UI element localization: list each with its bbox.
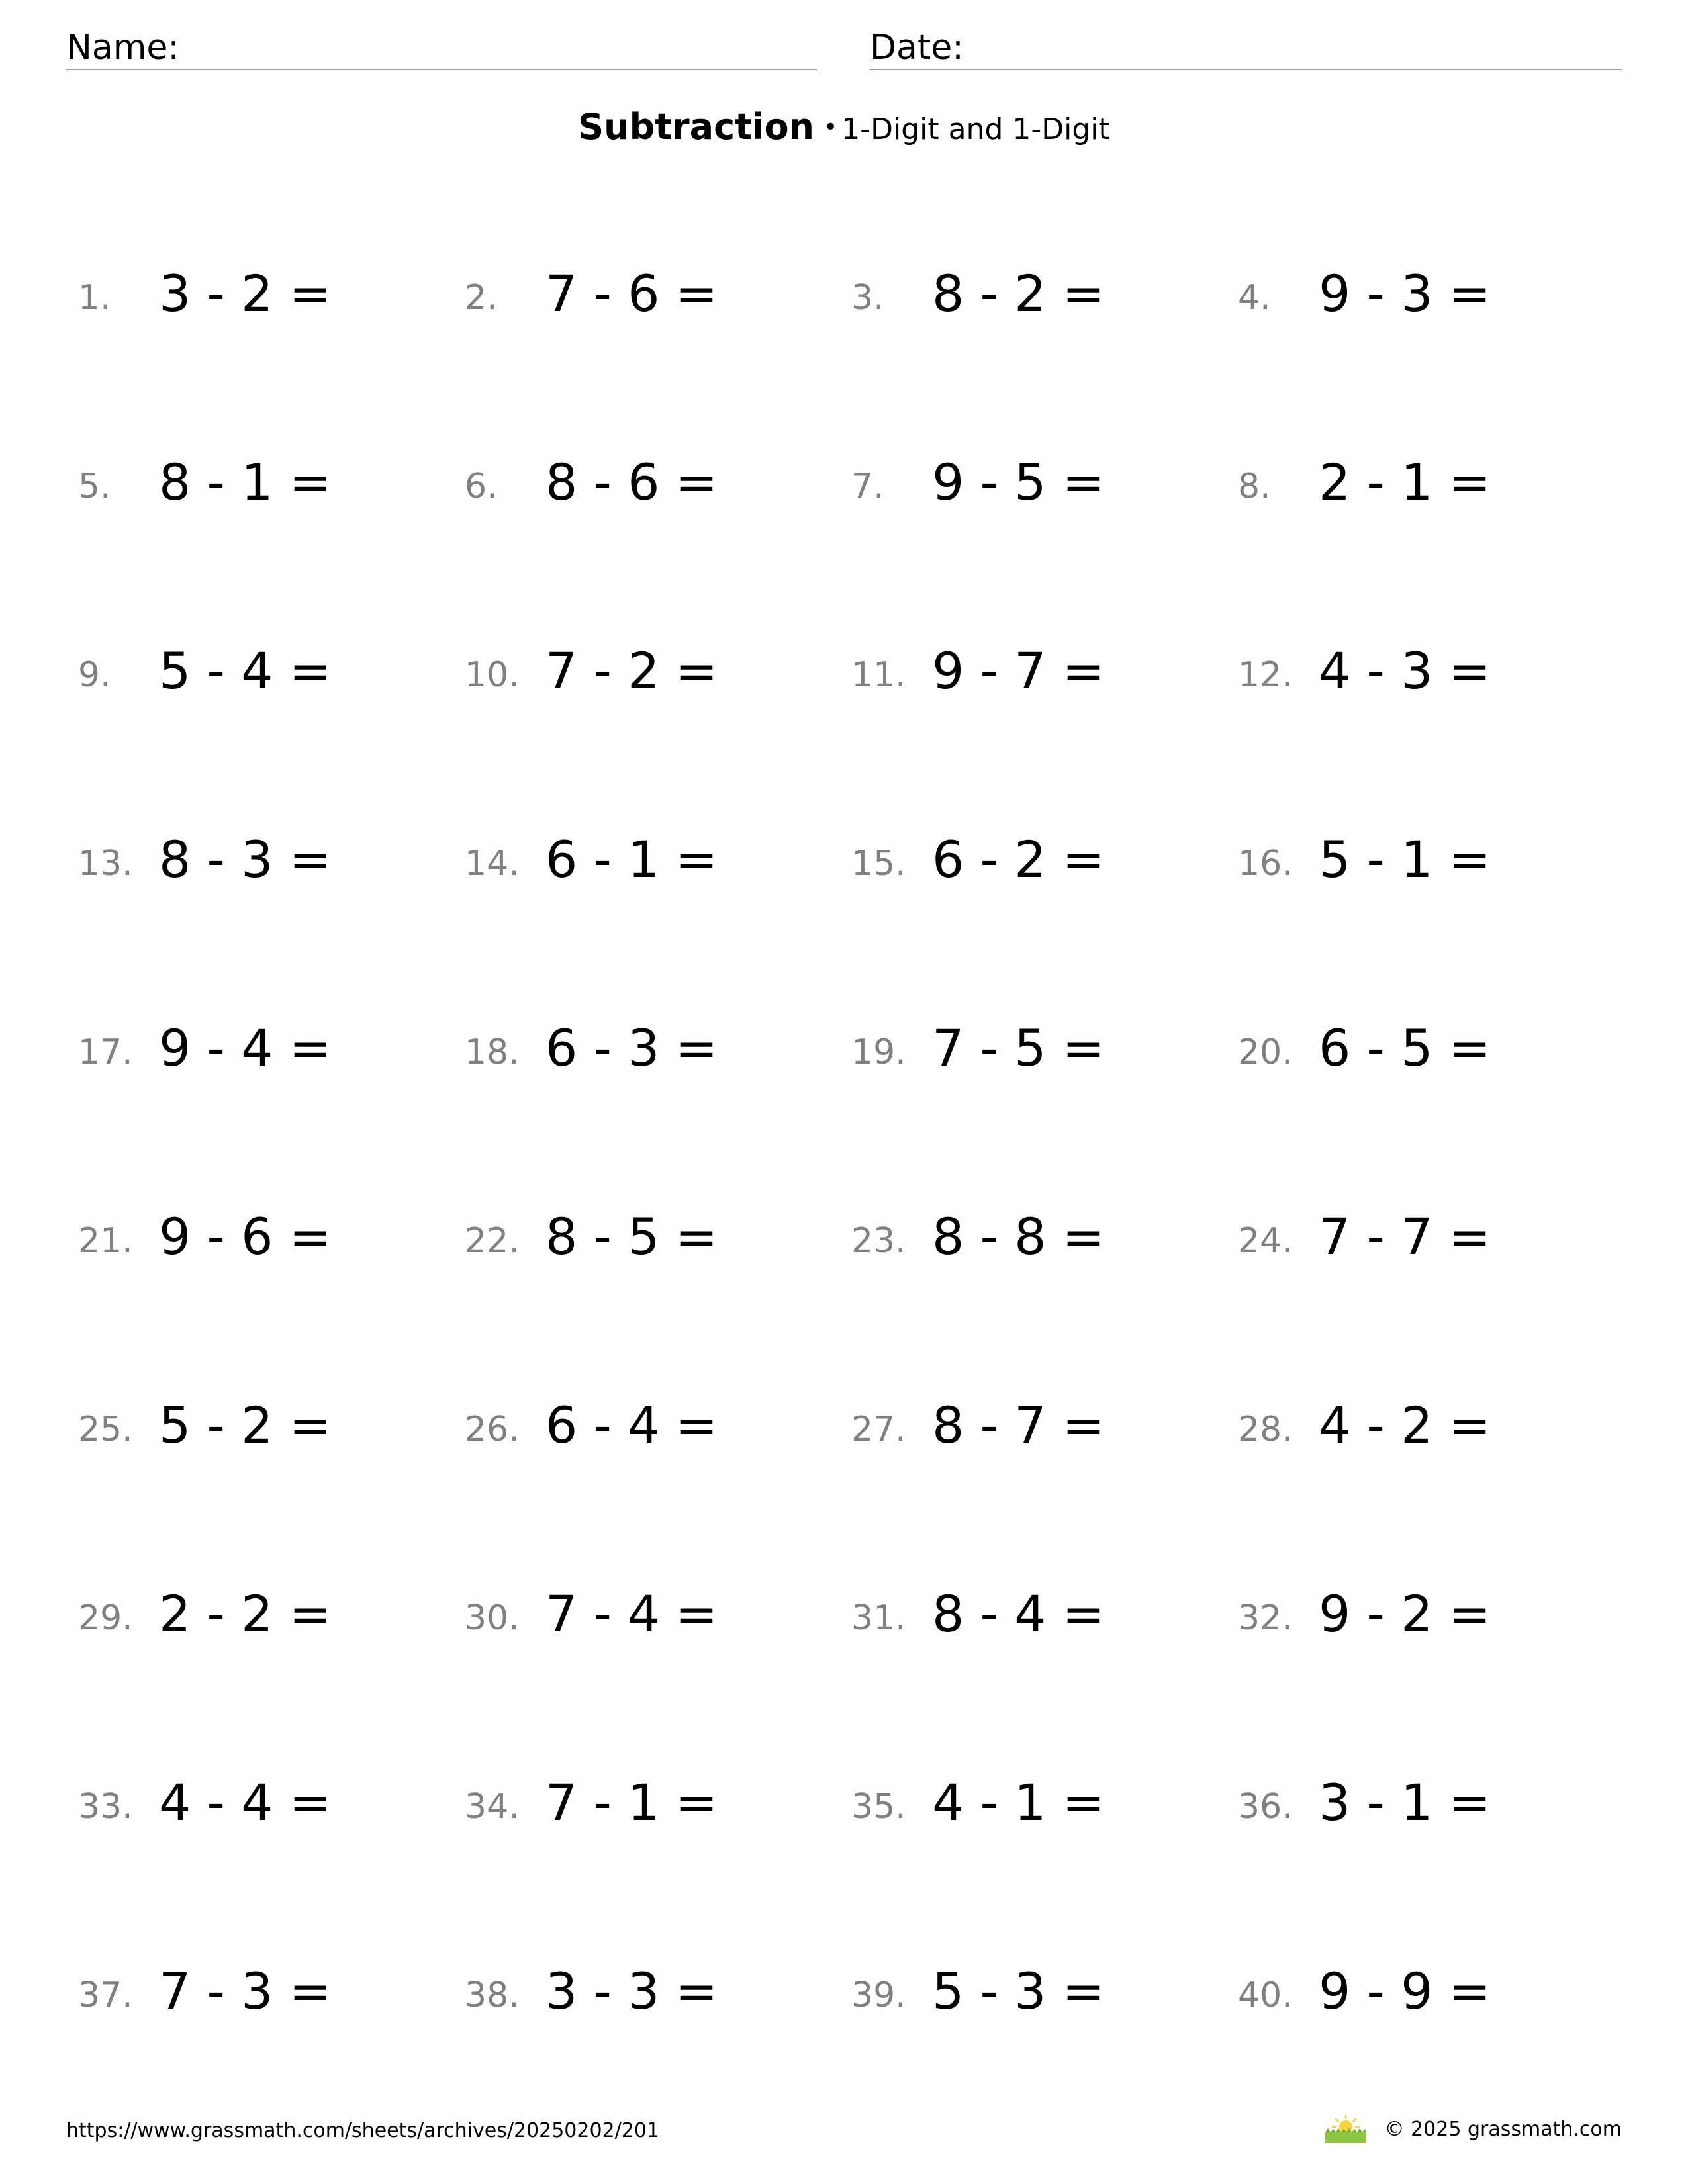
problem-number: 29. — [78, 1598, 133, 1638]
problem-item — [851, 1195, 1222, 1274]
problem-expression: 9 - 3 = — [1319, 264, 1491, 323]
problem-item — [851, 817, 1222, 897]
problem-item — [78, 440, 449, 520]
problem-expression: 5 - 4 = — [159, 641, 332, 700]
problem-expression: 6 - 2 = — [932, 830, 1105, 889]
problem-expression: 2 - 1 = — [1319, 453, 1491, 512]
problem-item — [1238, 1383, 1609, 1463]
problem-number: 40. — [1238, 1976, 1293, 2015]
problem-number: 18. — [465, 1032, 520, 1072]
problem-item — [465, 1949, 835, 2028]
footer-url: https://www.grassmath.com/sheets/archives/20250202/201 — [66, 2119, 660, 2142]
problem-expression: 3 - 2 = — [159, 264, 332, 323]
problem-number: 25. — [78, 1410, 133, 1449]
problem-item — [78, 817, 449, 897]
problem-number: 32. — [1238, 1598, 1293, 1638]
problem-number: 9. — [78, 655, 111, 695]
problem-expression: 7 - 1 = — [545, 1773, 718, 1832]
problem-expression: 9 - 5 = — [932, 453, 1105, 512]
problem-expression: 8 - 7 = — [932, 1396, 1105, 1455]
problem-item — [78, 1195, 449, 1274]
problem-expression: 6 - 4 = — [545, 1396, 718, 1455]
problem-item — [465, 1195, 835, 1274]
footer-copyright: © 2025 grassmath.com — [1384, 2117, 1622, 2141]
problem-number: 33. — [78, 1787, 133, 1827]
problem-expression: 8 - 2 = — [932, 264, 1105, 323]
problem-item — [1238, 1949, 1609, 2028]
problem-item — [465, 440, 835, 520]
problem-item — [1238, 251, 1609, 331]
problem-number: 38. — [465, 1976, 520, 2015]
problem-item — [465, 1383, 835, 1463]
date-label: Date: — [870, 28, 964, 68]
problem-expression: 9 - 6 = — [159, 1207, 332, 1266]
problem-item — [465, 629, 835, 708]
problem-item — [78, 1383, 449, 1463]
problem-expression: 3 - 3 = — [545, 1962, 718, 2021]
problem-expression: 5 - 1 = — [1319, 830, 1491, 889]
problem-item — [851, 1760, 1222, 1840]
problem-expression: 4 - 1 = — [932, 1773, 1105, 1832]
problem-item — [851, 1006, 1222, 1085]
problem-expression: 4 - 4 = — [159, 1773, 332, 1832]
problem-item — [465, 1760, 835, 1840]
problem-number: 7. — [851, 467, 884, 506]
problem-number: 8. — [1238, 467, 1271, 506]
problem-expression: 5 - 2 = — [159, 1396, 332, 1455]
problem-number: 17. — [78, 1032, 133, 1072]
problem-number: 6. — [465, 467, 498, 506]
problem-expression: 6 - 5 = — [1319, 1019, 1491, 1077]
problem-item — [465, 1006, 835, 1085]
problem-number: 31. — [851, 1598, 906, 1638]
problem-expression: 8 - 4 = — [932, 1584, 1105, 1643]
problem-number: 2. — [465, 278, 498, 318]
problem-item — [78, 251, 449, 331]
problem-item — [1238, 1572, 1609, 1651]
problem-expression: 8 - 5 = — [545, 1207, 718, 1266]
problem-number: 1. — [78, 278, 111, 318]
problem-item — [465, 1572, 835, 1651]
problem-item — [851, 1383, 1222, 1463]
problem-number: 14. — [465, 844, 520, 884]
problem-item — [78, 1572, 449, 1651]
problem-item — [1238, 817, 1609, 897]
problem-number: 3. — [851, 278, 884, 318]
problem-expression: 8 - 8 = — [932, 1207, 1105, 1266]
problem-item — [851, 629, 1222, 708]
problem-item — [465, 817, 835, 897]
problem-number: 16. — [1238, 844, 1293, 884]
problem-number: 24. — [1238, 1221, 1293, 1261]
problem-number: 13. — [78, 844, 133, 884]
problem-item — [1238, 1006, 1609, 1085]
problem-expression: 6 - 1 = — [545, 830, 718, 889]
problem-expression: 4 - 3 = — [1319, 641, 1491, 700]
problem-expression: 9 - 9 = — [1319, 1962, 1491, 2021]
title-bullet: • — [823, 114, 838, 141]
problem-number: 12. — [1238, 655, 1293, 695]
grass-sun-logo-icon — [1323, 2114, 1369, 2144]
problem-expression: 7 - 3 = — [159, 1962, 332, 2021]
problem-number: 36. — [1238, 1787, 1293, 1827]
problem-item — [1238, 440, 1609, 520]
problem-number: 26. — [465, 1410, 520, 1449]
problem-expression: 8 - 6 = — [545, 453, 718, 512]
problem-expression: 6 - 3 = — [545, 1019, 718, 1077]
problem-number: 30. — [465, 1598, 520, 1638]
problem-number: 19. — [851, 1032, 906, 1072]
problem-expression: 7 - 6 = — [545, 264, 718, 323]
problem-number: 4. — [1238, 278, 1271, 318]
problem-item — [851, 1949, 1222, 2028]
problem-expression: 5 - 3 = — [932, 1962, 1105, 2021]
problem-number: 11. — [851, 655, 906, 695]
problem-expression: 9 - 7 = — [932, 641, 1105, 700]
problem-number: 35. — [851, 1787, 906, 1827]
problem-expression: 7 - 2 = — [545, 641, 718, 700]
problem-item — [851, 440, 1222, 520]
problem-expression: 7 - 4 = — [545, 1584, 718, 1643]
problem-item — [851, 1572, 1222, 1651]
problem-item — [851, 251, 1222, 331]
problem-number: 34. — [465, 1787, 520, 1827]
footer-brand — [1323, 2114, 1622, 2144]
problem-expression: 7 - 5 = — [932, 1019, 1105, 1077]
problem-number: 37. — [78, 1976, 133, 2015]
problem-number: 5. — [78, 467, 111, 506]
problem-expression: 7 - 7 = — [1319, 1207, 1491, 1266]
problem-expression: 2 - 2 = — [159, 1584, 332, 1643]
name-label: Name: — [66, 28, 179, 68]
problem-expression: 3 - 1 = — [1319, 1773, 1491, 1832]
problem-item — [1238, 1760, 1609, 1840]
problem-expression: 4 - 2 = — [1319, 1396, 1491, 1455]
problem-item — [1238, 1195, 1609, 1274]
problem-number: 23. — [851, 1221, 906, 1261]
problem-number: 21. — [78, 1221, 133, 1261]
problem-item — [78, 1006, 449, 1085]
title-subtitle: 1-Digit and 1-Digit — [841, 113, 1110, 146]
problem-expression: 9 - 2 = — [1319, 1584, 1491, 1643]
problem-number: 15. — [851, 844, 906, 884]
problem-item — [465, 251, 835, 331]
problem-number: 10. — [465, 655, 520, 695]
problem-expression: 8 - 3 = — [159, 830, 332, 889]
problem-number: 39. — [851, 1976, 906, 2015]
problem-item — [78, 1760, 449, 1840]
title-main: Subtraction — [578, 106, 814, 148]
problem-item — [78, 629, 449, 708]
problem-expression: 8 - 1 = — [159, 453, 332, 512]
problem-number: 27. — [851, 1410, 906, 1449]
problem-number: 22. — [465, 1221, 520, 1261]
problem-item — [78, 1949, 449, 2028]
problem-item — [1238, 629, 1609, 708]
problem-number: 20. — [1238, 1032, 1293, 1072]
problem-number: 28. — [1238, 1410, 1293, 1449]
problem-expression: 9 - 4 = — [159, 1019, 332, 1077]
